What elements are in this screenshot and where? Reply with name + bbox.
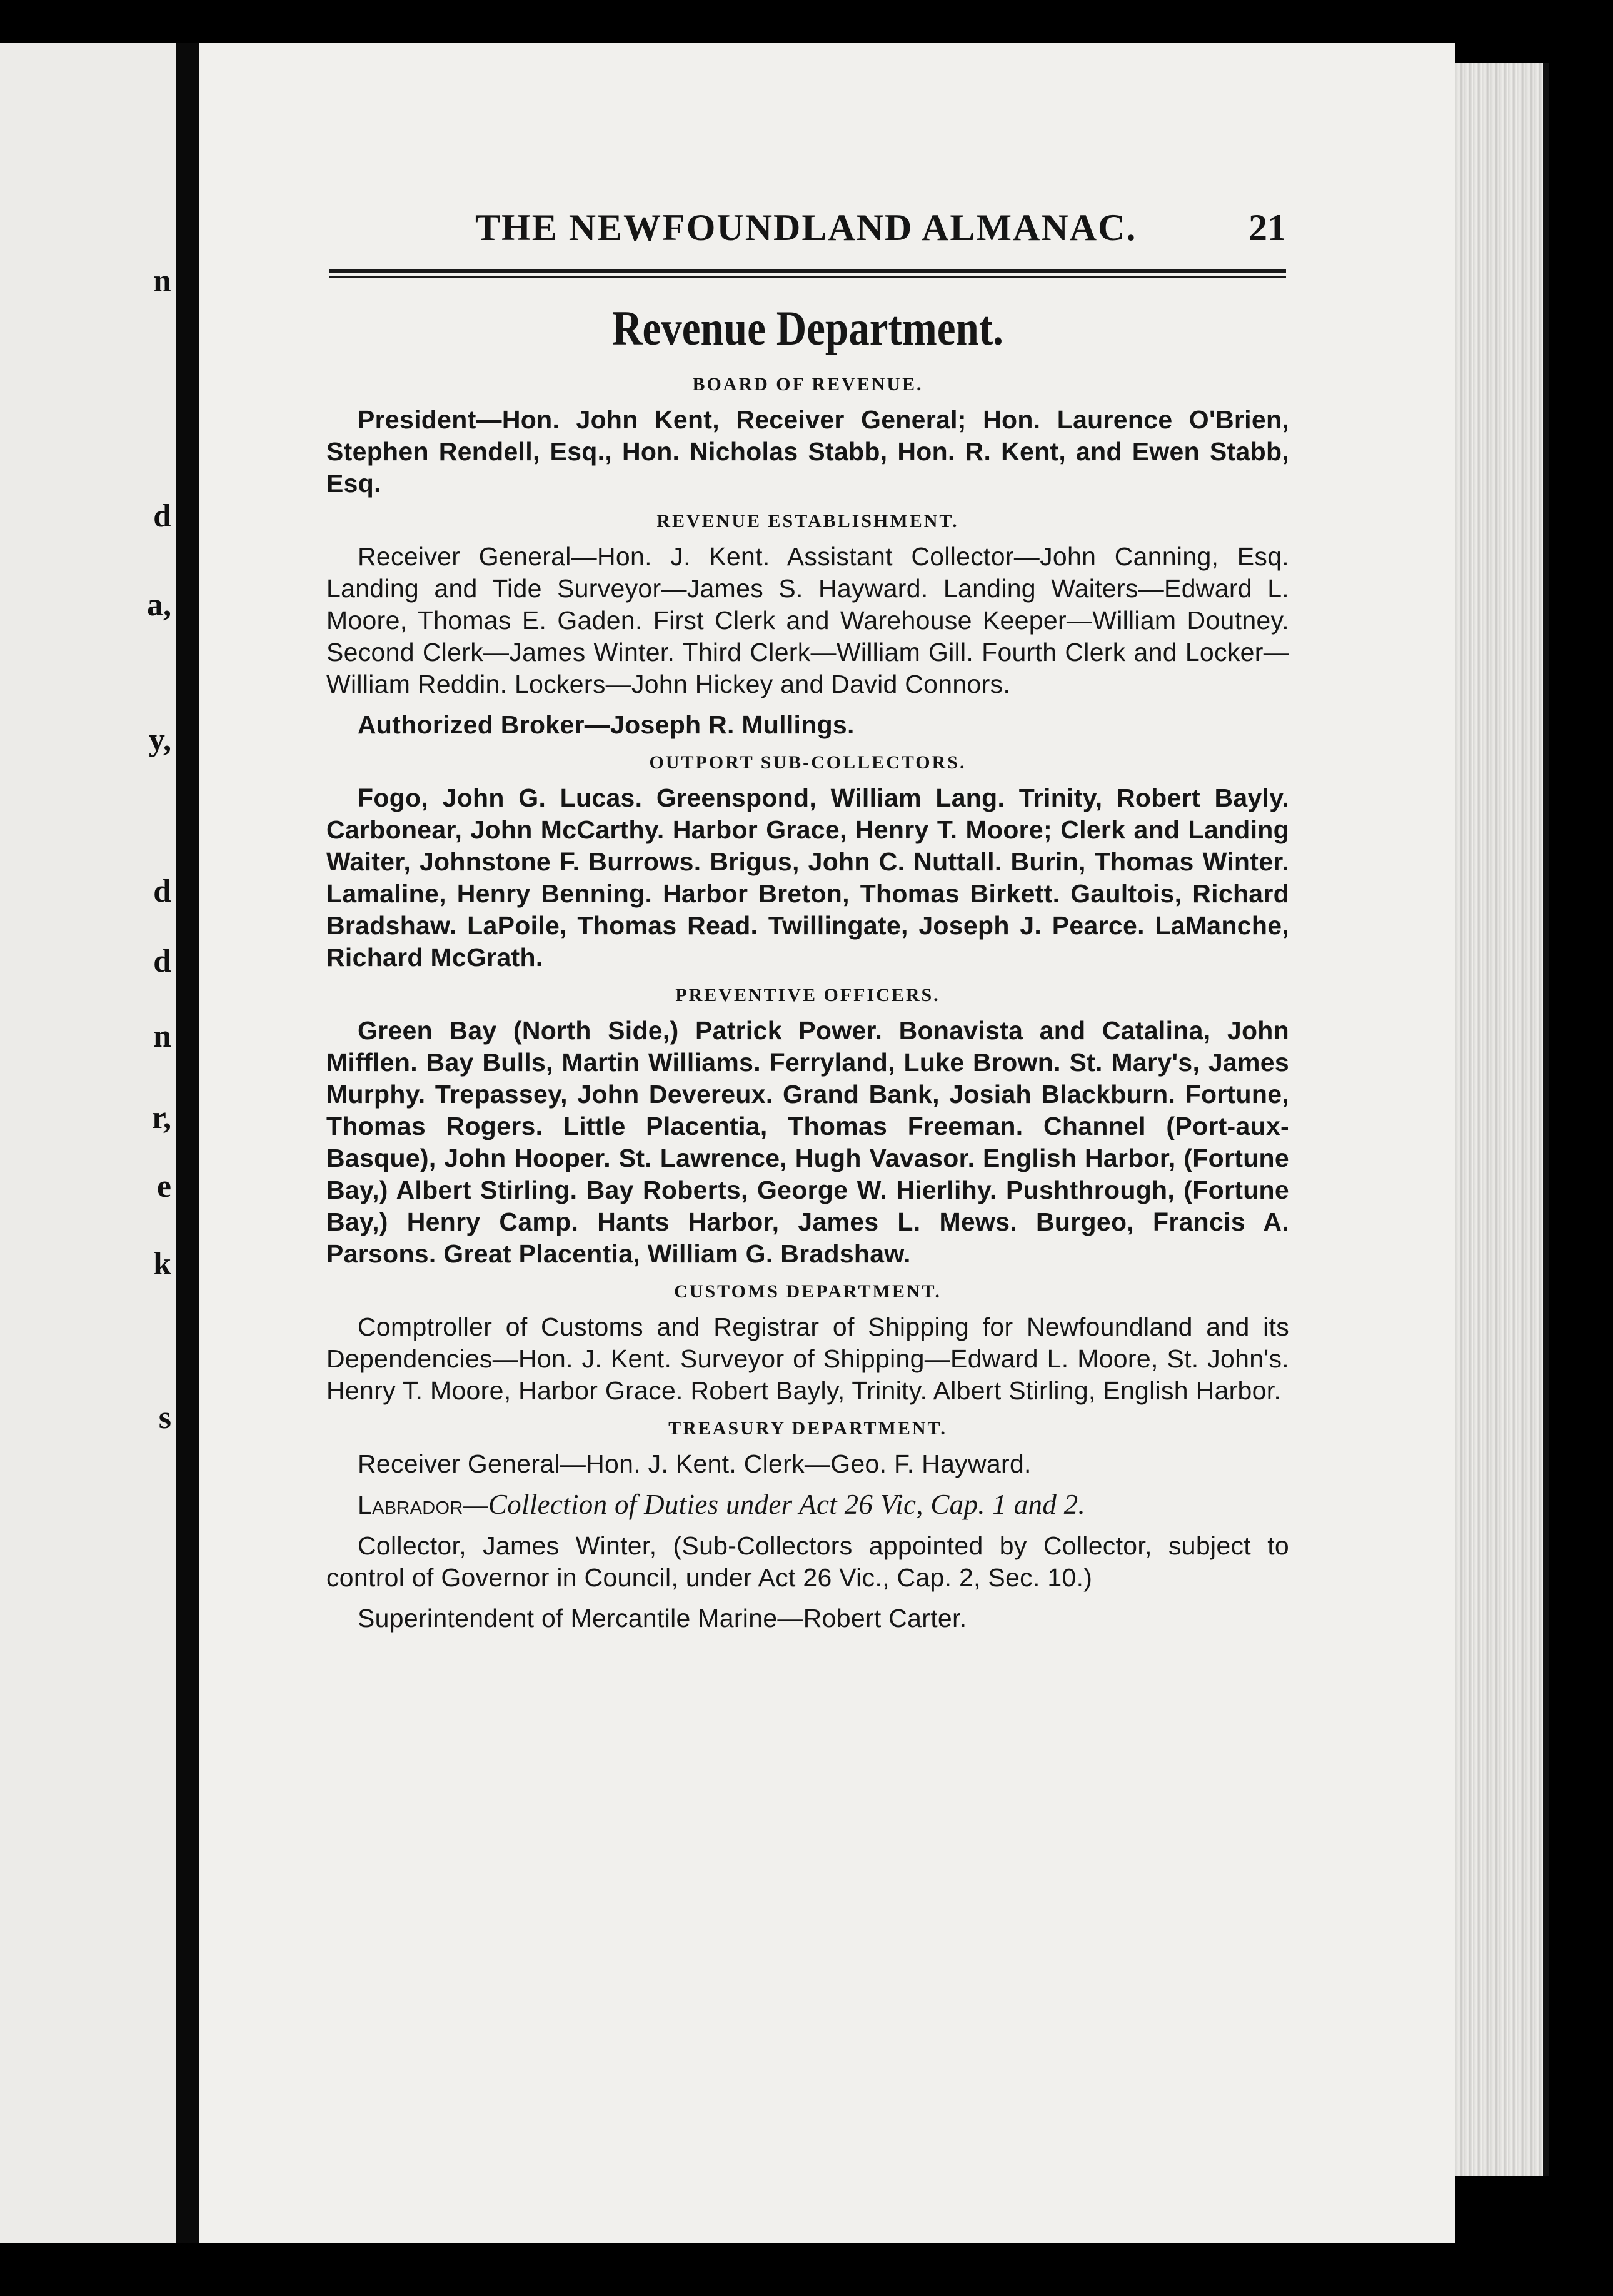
left-page-fragment: k (153, 1246, 171, 1282)
section-heading: PREVENTIVE OFFICERS. (675, 985, 940, 1005)
section-paragraph: President—Hon. John Kent, Receiver General; Hon. Laurence O'Brien, Stephen Rendell, Esq., Hon. Nicholas Stabb, Hon. R. Kent, and Ewen Stabb, Esq. (326, 405, 1289, 498)
labrador-heading-rest: —Collection of Duties under Act 26 Vic, Cap. 1 and 2. (463, 1489, 1086, 1520)
labrador-paragraph: Collector, James Winter, (Sub-Collectors appointed by Collector, subject to control of Governor in Council, under Act 26 Vic., Cap. 2, Sec. 10.) (326, 1531, 1289, 1592)
left-page-fragment: n (153, 263, 171, 299)
facing-page-left (0, 43, 176, 2243)
book-gutter (176, 43, 199, 2243)
left-page-fragment: e (156, 1169, 171, 1204)
left-page-fragment: n (153, 1019, 171, 1054)
page-number: 21 (1249, 207, 1286, 248)
section-heading: BOARD OF REVENUE. (692, 374, 923, 395)
section-heading: REVENUE ESTABLISHMENT. (656, 511, 959, 531)
running-head-title: THE NEWFOUNDLAND ALMANAC. (475, 207, 1137, 248)
section-heading: TREASURY DEPARTMENT. (668, 1418, 947, 1439)
left-page-fragment: s (158, 1400, 171, 1436)
page-content (326, 288, 1289, 1643)
section-paragraph: Receiver General—Hon. J. Kent. Assistant Collector—John Canning, Esq. Landing and Tide Surveyor—James S. Hayward. Landing Waiters—Edward L. Moore, Thomas E. Gaden. First Clerk and Warehouse Keeper—William Doutney. Second Clerk—James Winter. Third Clerk—William Gill. Fourth Clerk and Locker—William Reddin. Lockers—John Hickey and David Connors. (326, 542, 1289, 698)
left-page-fragment: d (153, 874, 171, 909)
section-paragraph: Receiver General—Hon. J. Kent. Clerk—Geo. F. Hayward. (358, 1449, 1032, 1478)
left-page-fragment: r, (151, 1100, 171, 1135)
department-title: Revenue Department. (612, 301, 1003, 355)
page-edges (1455, 63, 1543, 2176)
labrador-label: Labrador (358, 1491, 463, 1519)
superintendent-line: Superintendent of Mercantile Marine—Robert Carter. (358, 1604, 967, 1633)
left-page-fragment: y, (148, 722, 171, 758)
section-paragraph: Comptroller of Customs and Registrar of Shipping for Newfoundland and its Dependencies—Hon. J. Kent. Surveyor of Shipping—Edward L. Moore, St. John's. Henry T. Moore, Harbor Grace. Robert Bayly, Trinity. Albert Stirling, English Harbor. (326, 1312, 1289, 1405)
left-page-fragment: d (153, 498, 171, 534)
labrador-heading (326, 1489, 1289, 1521)
section-heading: CUSTOMS DEPARTMENT. (674, 1281, 942, 1302)
section-heading: OUTPORT SUB-COLLECTORS. (649, 752, 967, 773)
section-paragraph: Authorized Broker—Joseph R. Mullings. (358, 710, 855, 739)
header-rule (329, 269, 1286, 278)
section-paragraph: Green Bay (North Side,) Patrick Power. Bonavista and Catalina, John Mifflen. Bay Bulls, Martin Williams. Ferryland, Luke Brown. St. Mary's, James Murphy. Trepassey, John Devereux. Grand Bank, Josiah Blackburn. Fortune, Thomas Rogers. Little Placentia, Thomas Freeman. Channel (Port-aux-Basque), John Hooper. St. Lawrence, Hugh Vavasor. English Harbor, (Fortune Bay,) Albert Stirling. Bay Roberts, George W. Hierlihy. Pushthrough, (Fortune Bay,) Henry Camp. Hants Harbor, James L. Mews. Burgeo, Francis A. Parsons. Great Placentia, William G. Bradshaw. (326, 1016, 1289, 1268)
running-head (329, 206, 1286, 263)
left-page-fragment: a, (147, 587, 171, 623)
left-page-fragment: d (153, 944, 171, 979)
section-paragraph: Fogo, John G. Lucas. Greenspond, William Lang. Trinity, Robert Bayly. Carbonear, John McCarthy. Harbor Grace, Henry T. Moore; Clerk and Landing Waiter, Johnstone F. Burrows. Brigus, John C. Nuttall. Burin, Thomas Winter. Lamaline, Henry Benning. Harbor Breton, Thomas Birkett. Gaultois, Richard Bradshaw. LaPoile, Thomas Read. Twillingate, Joseph J. Pearce. LaManche, Richard McGrath. (326, 783, 1289, 972)
